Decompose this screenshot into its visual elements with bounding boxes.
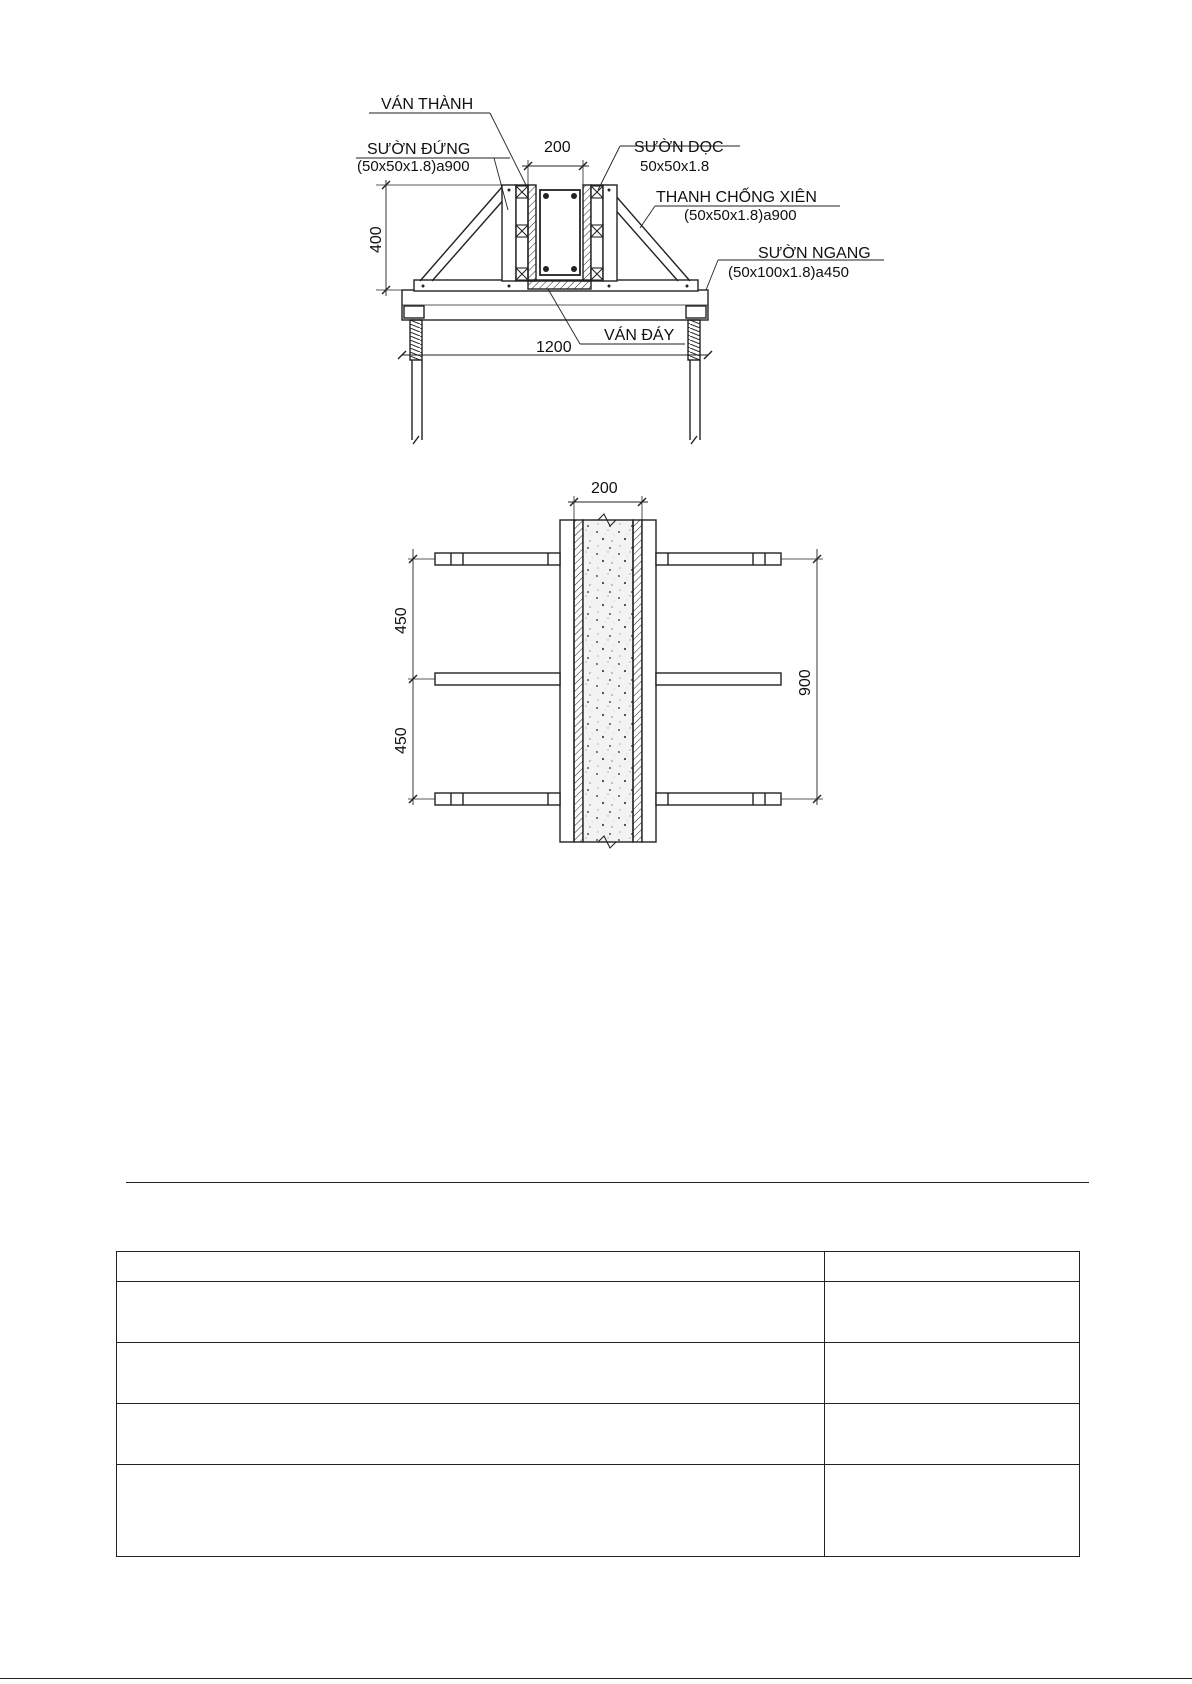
table-row (117, 1465, 1080, 1557)
section-divider (126, 1182, 1089, 1183)
dim-formwork-height: 400 (368, 226, 385, 253)
label-van-thanh: VÁN THÀNH (381, 96, 474, 113)
table-cell (117, 1282, 825, 1343)
table-cell (117, 1465, 825, 1557)
table-cell (117, 1404, 825, 1465)
table-cell (825, 1252, 1080, 1282)
label-thanh-chong-xien: THANH CHỐNG XIÊN (656, 189, 817, 206)
table-cell (825, 1404, 1080, 1465)
left-horizontal-ribs (435, 553, 560, 805)
label-suon-ngang-spec: (50x100x1.8)a450 (728, 264, 849, 281)
plan-dim-lower-spacing: 450 (393, 727, 410, 754)
beam-concrete (583, 520, 633, 842)
label-suon-dung: SƯỜN ĐỨNG (367, 141, 471, 158)
dim-beam-width: 200 (544, 139, 571, 156)
table-row (117, 1404, 1080, 1465)
plan-dim-upper-spacing: 450 (393, 607, 410, 634)
blank-table (116, 1251, 1080, 1557)
table-row (117, 1252, 1080, 1282)
table-row (117, 1343, 1080, 1404)
table-cell (825, 1282, 1080, 1343)
table-row (117, 1282, 1080, 1343)
label-thanh-chong-xien-spec: (50x50x1.8)a900 (684, 207, 797, 224)
table-cell (825, 1343, 1080, 1404)
table-cell (825, 1465, 1080, 1557)
label-suon-doc-spec: 50x50x1.8 (640, 158, 710, 175)
page-bottom-rule (0, 1678, 1192, 1679)
label-suon-ngang: SƯỜN NGANG (758, 245, 871, 262)
table-cell (117, 1252, 825, 1282)
plan-dim-beam-width: 200 (591, 480, 618, 497)
dim-support-span: 1200 (536, 339, 572, 356)
table-cell (117, 1343, 825, 1404)
label-van-day: VÁN ĐÁY (604, 327, 675, 344)
right-horizontal-ribs (656, 553, 781, 805)
label-suon-doc: SƯỜN DỌC (634, 139, 724, 156)
label-suon-dung-spec: (50x50x1.8)a900 (357, 158, 470, 175)
plan-dim-total-spacing: 900 (797, 669, 814, 696)
